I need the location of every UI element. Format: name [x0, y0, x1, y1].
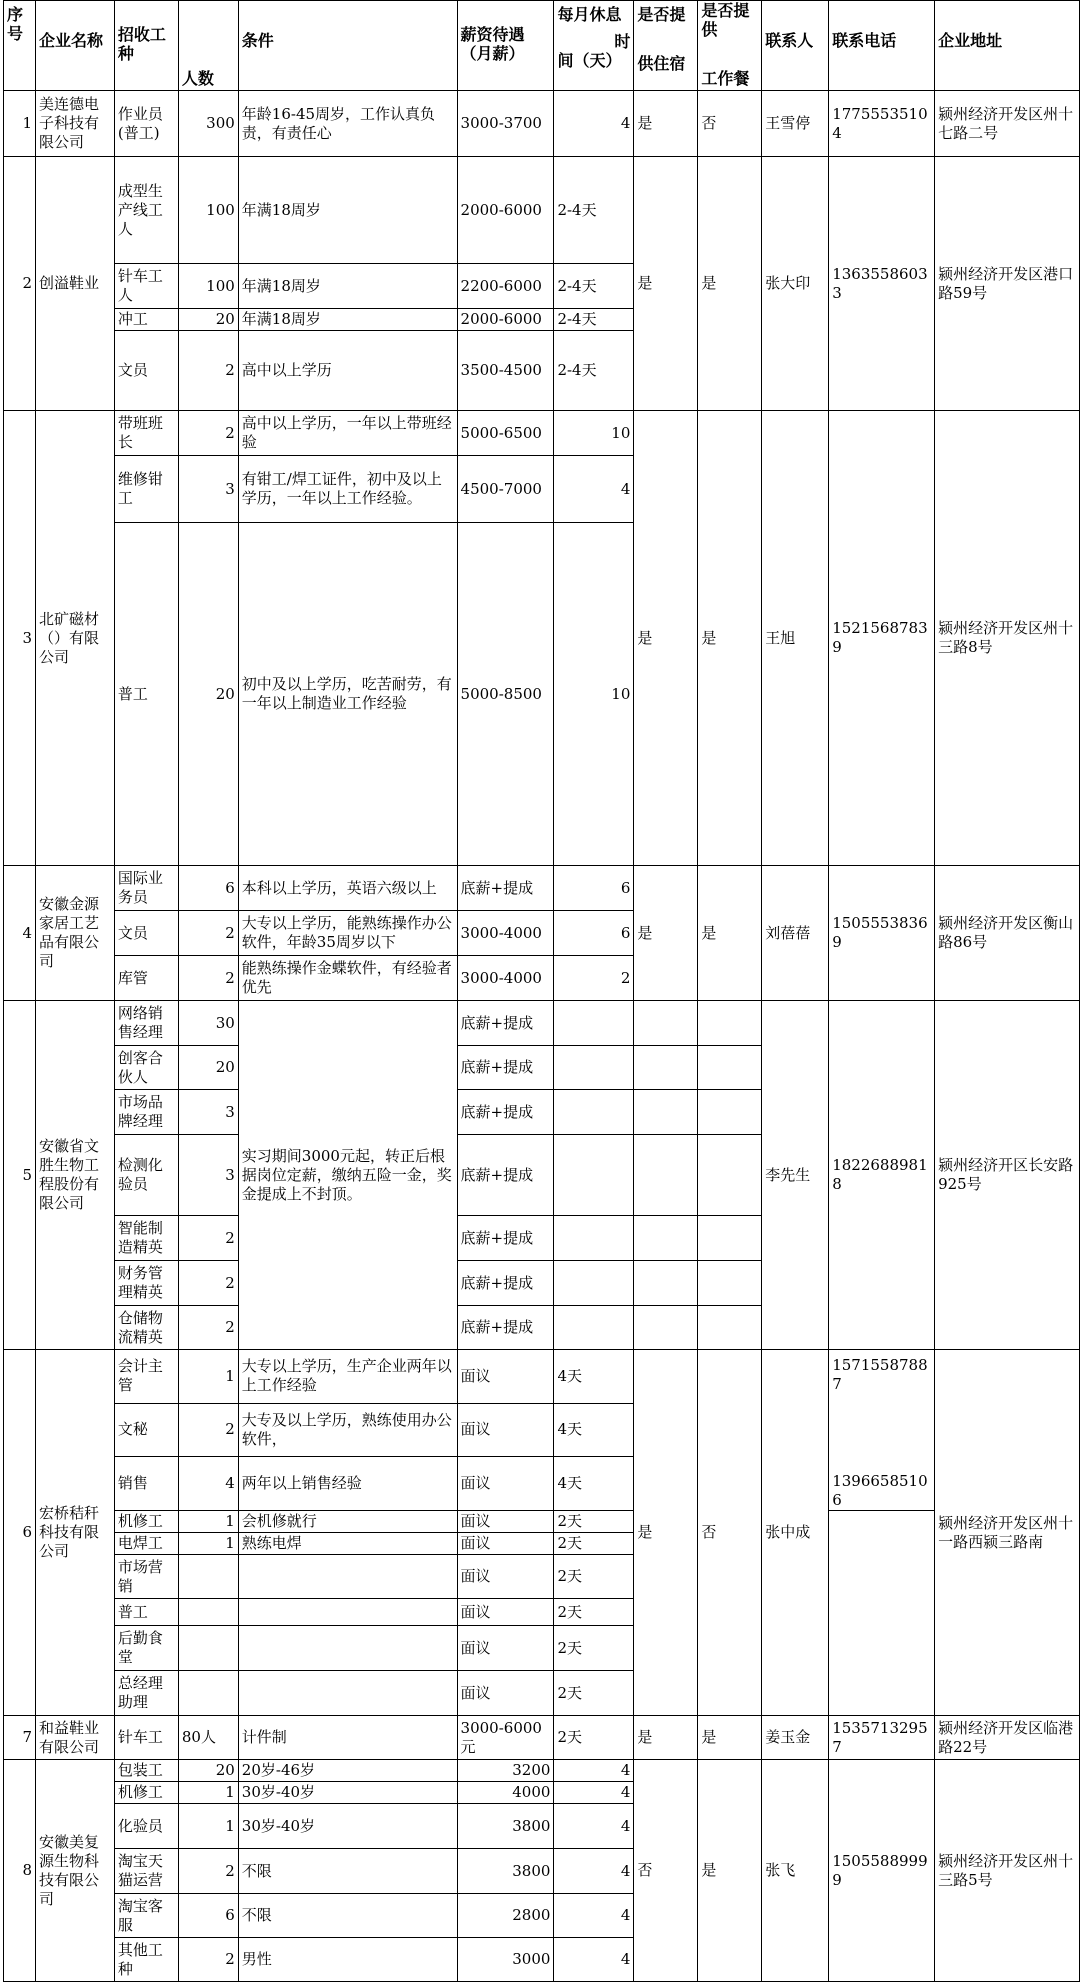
salary: 底薪+提成 — [457, 1046, 554, 1090]
head-count: 100 — [178, 157, 238, 264]
dorm-provided: 否 — [634, 1760, 698, 1982]
salary: 5000-8500 — [457, 523, 554, 866]
dorm-provided: 是 — [634, 866, 698, 1001]
company-address: 颍州经济开区长安路925号 — [935, 1001, 1080, 1350]
salary: 面议 — [457, 1533, 554, 1555]
job-title: 销售 — [114, 1457, 178, 1511]
dorm-provided — [634, 1261, 698, 1306]
salary: 面议 — [457, 1671, 554, 1716]
job-title: 成型生产线工人 — [114, 157, 178, 264]
requirements: 大专及以上学历，熟练使用办公软件， — [238, 1403, 457, 1457]
rest-days: 10 — [554, 523, 634, 866]
requirements — [238, 1671, 457, 1716]
job-title: 化验员 — [114, 1804, 178, 1849]
requirements: 两年以上销售经验 — [238, 1457, 457, 1511]
job-title: 电焊工 — [114, 1533, 178, 1555]
header-idx: 序 号 — [4, 1, 36, 91]
contact-person: 李先生 — [762, 1001, 829, 1350]
requirements: 大专以上学历，生产企业两年以上工作经验 — [238, 1350, 457, 1404]
rest-days: 2天 — [554, 1511, 634, 1533]
head-count: 1 — [178, 1533, 238, 1555]
rest-days: 4 — [554, 1760, 634, 1782]
rest-days: 4 — [554, 456, 634, 523]
salary: 底薪+提成 — [457, 1001, 554, 1046]
company-name: 北矿磁材（）有限公司 — [35, 411, 114, 866]
salary: 底薪+提成 — [457, 1261, 554, 1306]
salary: 3500-4500 — [457, 331, 554, 411]
requirements: 20岁-46岁 — [238, 1760, 457, 1782]
job-title: 其他工种 — [114, 1938, 178, 1982]
rest-days: 4 — [554, 1782, 634, 1804]
header-cond: 条件 — [238, 1, 457, 91]
contact-phone-2: 13966585106 — [832, 1472, 928, 1509]
requirements: 不限 — [238, 1894, 457, 1938]
rest-days: 2天 — [554, 1599, 634, 1626]
row-index: 4 — [4, 866, 36, 1001]
salary: 面议 — [457, 1599, 554, 1626]
job-title: 财务管理精英 — [114, 1261, 178, 1306]
head-count: 2 — [178, 411, 238, 456]
head-count: 30 — [178, 1001, 238, 1046]
rest-days: 2-4天 — [554, 331, 634, 411]
job-title: 带班班长 — [114, 411, 178, 456]
company-name: 创溢鞋业 — [35, 157, 114, 411]
requirements — [238, 1555, 457, 1599]
job-title: 针车工 — [114, 1716, 178, 1760]
job-title: 普工 — [114, 523, 178, 866]
contact-phone: 15357132957 — [829, 1716, 935, 1760]
meal-provided: 是 — [698, 411, 762, 866]
salary: 3000-4000 — [457, 956, 554, 1001]
header-company: 企业名称 — [35, 1, 114, 91]
contact-phone — [829, 1350, 935, 1511]
rest-days: 4 — [554, 1938, 634, 1982]
head-count: 2 — [178, 1216, 238, 1261]
rest-days: 2天 — [554, 1533, 634, 1555]
company-name: 安徽美复源生物科技有限公司 — [35, 1760, 114, 1982]
head-count: 2 — [178, 1938, 238, 1982]
salary: 2800 — [457, 1894, 554, 1938]
company-name: 美连德电子科技有限公司 — [35, 91, 114, 157]
requirements: 30岁-40岁 — [238, 1782, 457, 1804]
rest-days: 2-4天 — [554, 264, 634, 309]
head-count: 300 — [178, 91, 238, 157]
dorm-provided — [634, 1046, 698, 1090]
head-count: 3 — [178, 456, 238, 523]
head-count: 80人 — [178, 1716, 238, 1760]
rest-days — [554, 1135, 634, 1216]
header-job: 招收工 种 — [114, 1, 178, 91]
contact-phone: 15055538369 — [829, 866, 935, 1001]
table-row — [4, 157, 1080, 264]
head-count: 3 — [178, 1135, 238, 1216]
head-count: 2 — [178, 331, 238, 411]
requirements: 年满18周岁 — [238, 264, 457, 309]
header-count: 人数 — [178, 1, 238, 91]
job-title: 会计主管 — [114, 1350, 178, 1404]
head-count: 2 — [178, 1403, 238, 1457]
requirements: 年满18周岁 — [238, 157, 457, 264]
requirements: 能熟练操作金蝶软件，有经验者优先 — [238, 956, 457, 1001]
company-name: 宏桥秸秆科技有限公司 — [35, 1350, 114, 1716]
requirements: 计件制 — [238, 1716, 457, 1760]
job-title: 机修工 — [114, 1782, 178, 1804]
company-name: 安徽金源家居工艺品有限公司 — [35, 866, 114, 1001]
contact-person: 刘蓓蓓 — [762, 866, 829, 1001]
meal-provided — [698, 1135, 762, 1216]
contact-person: 张飞 — [762, 1760, 829, 1982]
rest-days: 2天 — [554, 1671, 634, 1716]
rest-days: 2-4天 — [554, 309, 634, 331]
meal-provided — [698, 1046, 762, 1090]
requirements — [238, 1626, 457, 1671]
salary: 底薪+提成 — [457, 1306, 554, 1350]
dorm-provided — [634, 1306, 698, 1350]
company-address: 颍州经济开发区州十三路8号 — [935, 411, 1080, 866]
salary: 3000-3700 — [457, 91, 554, 157]
contact-person: 姜玉金 — [762, 1716, 829, 1760]
salary: 底薪+提成 — [457, 1135, 554, 1216]
contact-phone-blank — [829, 1511, 935, 1716]
row-index: 8 — [4, 1760, 36, 1982]
company-address: 颍州经济开发区州十七路二号 — [935, 91, 1080, 157]
requirements: 大专以上学历，能熟练操作办公软件，年龄35周岁以下 — [238, 911, 457, 956]
contact-person: 王雪停 — [762, 91, 829, 157]
salary: 4500-7000 — [457, 456, 554, 523]
job-title: 针车工人 — [114, 264, 178, 309]
rest-days: 2天 — [554, 1626, 634, 1671]
company-address: 颍州经济开发区临港路22号 — [935, 1716, 1080, 1760]
job-title: 库管 — [114, 956, 178, 1001]
salary: 面议 — [457, 1350, 554, 1404]
job-title: 淘宝天猫运营 — [114, 1849, 178, 1894]
company-address: 颍州经济开发区港口路59号 — [935, 157, 1080, 411]
head-count: 3 — [178, 1090, 238, 1135]
head-count: 1 — [178, 1804, 238, 1849]
meal-provided: 否 — [698, 91, 762, 157]
dorm-provided: 是 — [634, 91, 698, 157]
row-index: 3 — [4, 411, 36, 866]
salary: 3200 — [457, 1760, 554, 1782]
job-title: 后勤食堂 — [114, 1626, 178, 1671]
rest-days — [554, 1306, 634, 1350]
head-count: 1 — [178, 1350, 238, 1404]
recruitment-table — [3, 0, 1080, 1982]
rest-days: 6 — [554, 866, 634, 911]
contact-phone: 15055889999 — [829, 1760, 935, 1982]
job-title: 文秘 — [114, 1403, 178, 1457]
head-count: 1 — [178, 1511, 238, 1533]
rest-days: 2 — [554, 956, 634, 1001]
head-count — [178, 1626, 238, 1671]
head-count — [178, 1555, 238, 1599]
requirements: 高中以上学历，一年以上带班经验 — [238, 411, 457, 456]
dorm-provided: 是 — [634, 157, 698, 411]
contact-phone: 15215687839 — [829, 411, 935, 866]
meal-provided — [698, 1261, 762, 1306]
salary: 2000-6000 — [457, 309, 554, 331]
rest-days — [554, 1216, 634, 1261]
table-row — [4, 1511, 1080, 1533]
requirements: 30岁-40岁 — [238, 1804, 457, 1849]
job-title: 国际业务员 — [114, 866, 178, 911]
head-count: 20 — [178, 309, 238, 331]
job-title: 冲工 — [114, 309, 178, 331]
table-row — [4, 411, 1080, 456]
row-index: 1 — [4, 91, 36, 157]
job-title: 文员 — [114, 331, 178, 411]
rest-days — [554, 1046, 634, 1090]
meal-provided: 是 — [698, 157, 762, 411]
dorm-provided — [634, 1135, 698, 1216]
head-count: 1 — [178, 1782, 238, 1804]
requirements: 年龄16-45周岁，工作认真负责，有责任心 — [238, 91, 457, 157]
head-count: 2 — [178, 1849, 238, 1894]
head-count: 20 — [178, 1046, 238, 1090]
job-title: 作业员(普工) — [114, 91, 178, 157]
rest-days: 4天 — [554, 1350, 634, 1404]
salary: 4000 — [457, 1782, 554, 1804]
requirements: 熟练电焊 — [238, 1533, 457, 1555]
meal-provided: 是 — [698, 1716, 762, 1760]
contact-phone-1: 15715587887 — [832, 1356, 928, 1393]
contact-person: 张大印 — [762, 157, 829, 411]
salary: 底薪+提成 — [457, 866, 554, 911]
head-count — [178, 1599, 238, 1626]
job-title: 维修钳工 — [114, 456, 178, 523]
row-index: 6 — [4, 1350, 36, 1716]
meal-provided: 否 — [698, 1350, 762, 1716]
job-title: 市场品牌经理 — [114, 1090, 178, 1135]
rest-days: 2-4天 — [554, 157, 634, 264]
company-name: 和益鞋业有限公司 — [35, 1716, 114, 1760]
rest-days: 4 — [554, 91, 634, 157]
table-row — [4, 866, 1080, 911]
dorm-provided: 是 — [634, 1350, 698, 1716]
job-title: 普工 — [114, 1599, 178, 1626]
row-index: 5 — [4, 1001, 36, 1350]
rest-days: 4天 — [554, 1457, 634, 1511]
header-salary: 薪资待遇 （月薪） — [457, 1, 554, 91]
job-title: 仓储物流精英 — [114, 1306, 178, 1350]
header-rest: 每月休息 时 间（天） — [554, 1, 634, 91]
head-count: 4 — [178, 1457, 238, 1511]
requirements: 男性 — [238, 1938, 457, 1982]
rest-days: 4 — [554, 1849, 634, 1894]
job-title: 创客合伙人 — [114, 1046, 178, 1090]
table-row — [4, 91, 1080, 157]
requirements: 本科以上学历，英语六级以上 — [238, 866, 457, 911]
job-title: 淘宝客服 — [114, 1894, 178, 1938]
head-count: 2 — [178, 1261, 238, 1306]
rest-days — [554, 1090, 634, 1135]
rest-days: 4 — [554, 1894, 634, 1938]
salary: 面议 — [457, 1457, 554, 1511]
contact-person: 王旭 — [762, 411, 829, 866]
requirements: 初中及以上学历，吃苦耐劳，有一年以上制造业工作经验 — [238, 523, 457, 866]
dorm-provided — [634, 1001, 698, 1046]
company-name: 安徽省文胜生物工程股份有限公司 — [35, 1001, 114, 1350]
requirements: 有钳工/焊工证件，初中及以上学历，一年以上工作经验。 — [238, 456, 457, 523]
meal-provided — [698, 1001, 762, 1046]
requirements: 不限 — [238, 1849, 457, 1894]
contact-phone: 17755535104 — [829, 91, 935, 157]
job-title: 检测化验员 — [114, 1135, 178, 1216]
table-row — [4, 1350, 1080, 1404]
requirements: 实习期间3000元起，转正后根据岗位定薪，缴纳五险一金，奖金提成上不封顶。 — [238, 1001, 457, 1350]
rest-days: 2天 — [554, 1716, 634, 1760]
salary: 2000-6000 — [457, 157, 554, 264]
contact-person: 张中成 — [762, 1350, 829, 1716]
rest-days — [554, 1001, 634, 1046]
meal-provided: 是 — [698, 866, 762, 1001]
table-row — [4, 1001, 1080, 1046]
salary: 3000-4000 — [457, 911, 554, 956]
row-index: 2 — [4, 157, 36, 411]
salary: 面议 — [457, 1626, 554, 1671]
meal-provided: 是 — [698, 1760, 762, 1982]
dorm-provided — [634, 1216, 698, 1261]
table-row — [4, 1760, 1080, 1782]
salary: 2200-6000 — [457, 264, 554, 309]
head-count: 100 — [178, 264, 238, 309]
job-title: 市场营销 — [114, 1555, 178, 1599]
rest-days: 4天 — [554, 1403, 634, 1457]
salary: 3800 — [457, 1804, 554, 1849]
meal-provided — [698, 1216, 762, 1261]
rest-days: 2天 — [554, 1555, 634, 1599]
rest-days: 10 — [554, 411, 634, 456]
dorm-provided — [634, 1090, 698, 1135]
salary: 面议 — [457, 1403, 554, 1457]
contact-phone: 13635586033 — [829, 157, 935, 411]
rest-days — [554, 1261, 634, 1306]
salary: 3800 — [457, 1849, 554, 1894]
salary: 3000 — [457, 1938, 554, 1982]
salary: 面议 — [457, 1511, 554, 1533]
header-row — [4, 1, 1080, 91]
company-address: 颍州经济开发区州十一路西颍三路南 — [935, 1350, 1080, 1716]
meal-provided — [698, 1306, 762, 1350]
requirements: 会机修就行 — [238, 1511, 457, 1533]
salary: 3000-6000元 — [457, 1716, 554, 1760]
header-addr: 企业地址 — [935, 1, 1080, 91]
row-index: 7 — [4, 1716, 36, 1760]
contact-phone: 18226889818 — [829, 1001, 935, 1350]
head-count — [178, 1671, 238, 1716]
salary: 底薪+提成 — [457, 1216, 554, 1261]
header-contact: 联系人 — [762, 1, 829, 91]
requirements: 高中以上学历 — [238, 331, 457, 411]
meal-provided — [698, 1090, 762, 1135]
company-address: 颍州经济开发区州十三路5号 — [935, 1760, 1080, 1982]
dorm-provided: 是 — [634, 411, 698, 866]
head-count: 20 — [178, 523, 238, 866]
head-count: 2 — [178, 1306, 238, 1350]
requirements — [238, 1599, 457, 1626]
company-address: 颍州经济开发区衡山路86号 — [935, 866, 1080, 1001]
salary: 5000-6500 — [457, 411, 554, 456]
header-dorm: 是否提 供住宿 — [634, 1, 698, 91]
rest-days: 6 — [554, 911, 634, 956]
job-title: 网络销售经理 — [114, 1001, 178, 1046]
dorm-provided: 是 — [634, 1716, 698, 1760]
requirements: 年满18周岁 — [238, 309, 457, 331]
head-count: 2 — [178, 956, 238, 1001]
job-title: 文员 — [114, 911, 178, 956]
head-count: 2 — [178, 911, 238, 956]
head-count: 20 — [178, 1760, 238, 1782]
header-meal: 是否提 供 工作餐 — [698, 1, 762, 91]
head-count: 6 — [178, 1894, 238, 1938]
job-title: 总经理助理 — [114, 1671, 178, 1716]
salary: 面议 — [457, 1555, 554, 1599]
job-title: 机修工 — [114, 1511, 178, 1533]
salary: 底薪+提成 — [457, 1090, 554, 1135]
rest-days: 4 — [554, 1804, 634, 1849]
job-title: 智能制造精英 — [114, 1216, 178, 1261]
header-phone: 联系电话 — [829, 1, 935, 91]
head-count: 6 — [178, 866, 238, 911]
table-row — [4, 1716, 1080, 1760]
job-title: 包装工 — [114, 1760, 178, 1782]
